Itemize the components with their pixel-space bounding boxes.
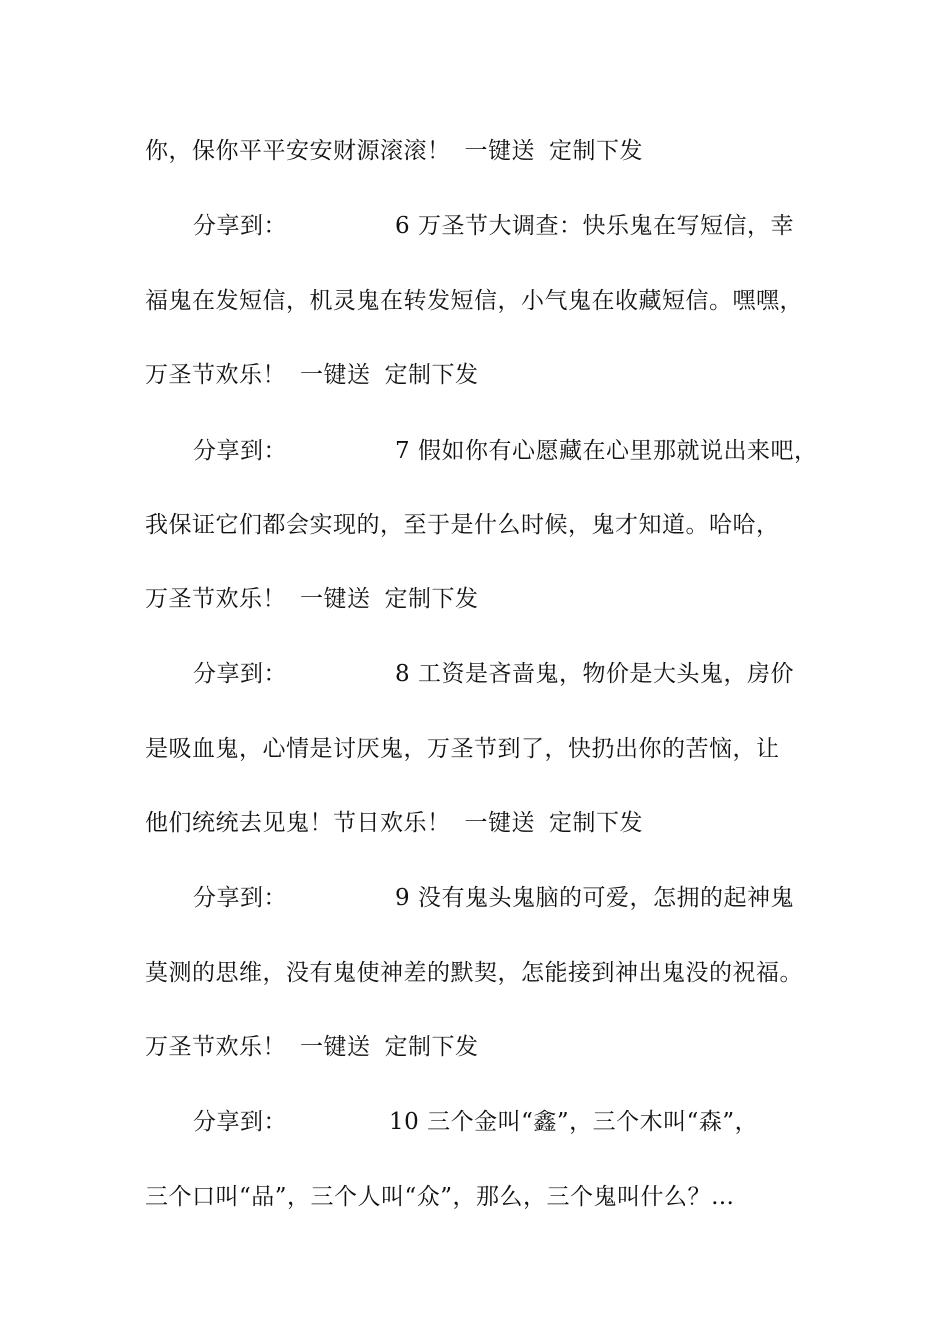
share-label: 分享到：	[193, 213, 287, 239]
customize-link[interactable]: 定制下发	[549, 810, 643, 836]
share-line	[193, 1107, 893, 1137]
send-link[interactable]: 一键送	[300, 586, 371, 612]
customize-link[interactable]: 定制下发	[384, 362, 479, 388]
text-line	[145, 1032, 845, 1062]
send-link[interactable]: 一键送	[300, 362, 371, 388]
paragraph-text: 你，保你平平安安财源滚滚！	[145, 138, 451, 164]
share-label: 分享到：	[193, 438, 287, 464]
text-line	[145, 584, 845, 614]
paragraph-text: 三个口叫“品”，三个人叫“众”，那么，三个鬼叫什么？…	[145, 1184, 735, 1210]
share-line	[193, 659, 893, 689]
paragraph-text: 万圣节欢乐！	[145, 586, 286, 612]
text-line	[145, 286, 845, 316]
text-line	[145, 360, 845, 390]
paragraph-text: 7 假如你有心愿藏在心里那就说出来吧，	[395, 438, 818, 464]
customize-link[interactable]: 定制下发	[549, 138, 643, 164]
share-line	[193, 883, 893, 913]
customize-link[interactable]: 定制下发	[384, 586, 479, 612]
send-link[interactable]: 一键送	[300, 1034, 371, 1060]
paragraph-text: 是吸血鬼，心情是讨厌鬼，万圣节到了，快扔出你的苦恼，让	[145, 736, 780, 762]
send-link[interactable]: 一键送	[464, 810, 535, 836]
paragraph-text: 8 工资是吝啬鬼，物价是大头鬼，房价	[395, 661, 794, 687]
text-line	[145, 958, 845, 988]
share-label: 分享到：	[193, 661, 287, 687]
text-line	[145, 136, 845, 166]
text-line	[145, 510, 845, 540]
paragraph-text: 万圣节欢乐！	[145, 1034, 286, 1060]
paragraph-text: 我保证它们都会实现的，至于是什么时候，鬼才知道。哈哈，	[145, 512, 780, 538]
paragraph-text: 10 三个金叫“鑫”，三个木叫“森”，	[389, 1109, 759, 1135]
share-line	[193, 211, 893, 241]
paragraph-text: 6 万圣节大调查：快乐鬼在写短信，幸	[395, 213, 794, 239]
text-line	[145, 1182, 845, 1212]
paragraph-text: 9 没有鬼头鬼脑的可爱，怎拥的起神鬼	[395, 885, 794, 911]
paragraph-text: 他们统统去见鬼！节日欢乐！	[145, 810, 451, 836]
text-line	[145, 734, 845, 764]
send-link[interactable]: 一键送	[464, 138, 535, 164]
customize-link[interactable]: 定制下发	[384, 1034, 479, 1060]
text-line	[145, 808, 845, 838]
share-label: 分享到：	[193, 885, 287, 911]
share-label: 分享到：	[193, 1109, 287, 1135]
paragraph-text: 莫测的思维，没有鬼使神差的默契，怎能接到神出鬼没的祝福。	[145, 960, 803, 986]
share-line	[193, 436, 893, 466]
paragraph-text: 万圣节欢乐！	[145, 362, 286, 388]
paragraph-text: 福鬼在发短信，机灵鬼在转发短信，小气鬼在收藏短信。嘿嘿，	[145, 288, 803, 314]
